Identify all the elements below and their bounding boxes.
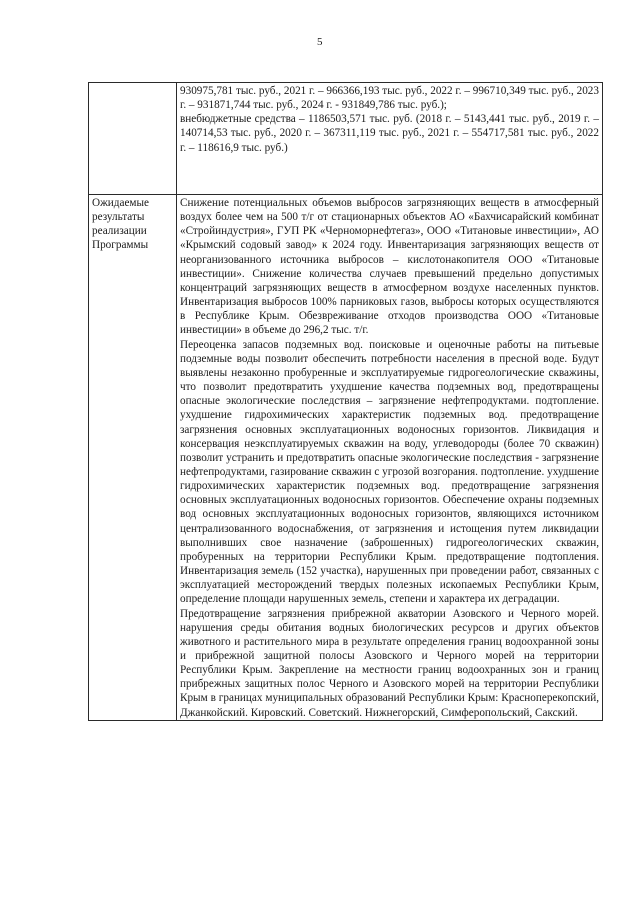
results-paragraph-seas: Предотвращение загрязнения прибрежной акватории Азовского и Черного морей. нарушения среды обитания водных биологических ресурсов и других объектов животного и растительного мира в результате определения границ водоохранной зоны и прибрежной защитной полосы Азовского и Черного морей на территории Республики Крым. Закрепление на местности границ водоохранных зон и границ прибрежных защитных полос Черного и Азовского морей на территории Республики Крым в границах муниципальных образований Республики Крым: Красноперекопский, Джанкойский. Кировский. Советский. Нижнегорский, Симферопольский, Сакский. <box>180 607 599 719</box>
results-label: Ожидаемые результаты реализации Программы <box>92 197 149 252</box>
results-content-cell <box>177 195 603 721</box>
funding-label-cell <box>89 83 177 195</box>
table-row-funding <box>89 83 603 195</box>
funding-extrabudget-text: внебюджетные средства – 1186503,571 тыс. руб. (2018 г. – 5143,441 тыс. руб., 2019 г. – 140714,53 тыс. руб., 2020 г. – 367311,119 тыс. руб., 2021 г. – 554717,581 тыс. руб., 2022 г. – 118616,9 тыс. руб.) <box>180 113 599 154</box>
results-paragraph-groundwater: Переоценка запасов подземных вод. поисковые и оценочные работы на питьевые подземные воды позволит обеспечить потребности населения в пресной воде. Будут выявлены незаконно пробуренные и эксплуатируемые гидрогеологические скважины, что позволит предотвратить ухудшение качества подземных вод, предотвращены опасные экологические последствия – загрязнение нефтепродуктами. подтопление. ухудшение гидрохимических характеристик подземных вод. предотвращение загрязнения основных эксплуатационных водоносных горизонтов. Ликвидация и консервация неэксплуатируемых скважин на воду, углеводороды (более 70 скважин) позволит устранить и предотвратить опасные экологические последствия - загрязнение нефтепродуктами, газирование скважин с угрозой возгорания. подтопление. ухудшение гидрохимических характеристик подземных вод. предотвращение загрязнения основных эксплуатационных водоносных горизонтов. Обеспечение охраны подземных вод основных эксплуатационных водоносных горизонтов, являющихся источником централизованного водоснабжения, от загрязнения и истощения путем ликвидации выполнивших свое назначение (заброшенных) гидрогеологических скважин, пробуренных на территории Республики Крым. предотвращение подтопления. Инвентаризация земель (152 участка), нарушенных при проведении работ, связанных с эксплуатацией месторождений твердых полезных ископаемых Республики Крым, определение площади нарушенных земель, степени и характера их деградации. <box>180 338 599 606</box>
results-label-cell <box>89 195 177 721</box>
funding-budget-text: 930975,781 тыс. руб., 2021 г. – 966366,193 тыс. руб., 2022 г. – 996710,349 тыс. руб., 2023 г. – 931871,744 тыс. руб., 2024 г. - 931849,786 тыс. руб.); <box>180 85 599 112</box>
page-number: 5 <box>317 36 323 48</box>
funding-content-cell <box>177 83 603 195</box>
table-row-results <box>89 195 603 721</box>
passport-table <box>88 82 603 721</box>
results-paragraph-air: Снижение потенциальных объемов выбросов загрязняющих веществ в атмосферный воздух более чем на 500 т/г от стационарных объектов АО «Бахчисарайский комбинат «Стройиндустрия», ГУП РК «Черноморнефтегаз», ООО «Титановые инвестиции», АО «Крымский содовый завод» к 2024 году. Инвентаризация загрязняющих веществ от неорганизованного источника выбросов – кислотонакопителя ООО «Титановые инвестиции». Снижение количества случаев превышений предельно допустимых концентраций загрязняющих веществ в атмосферном воздухе населенных пунктов. Инвентаризация выбросов 100% парниковых газов, выбросы которых осуществляются в Республике Крым. Обезвреживание отходов производства ООО «Титановые инвестиции» в объеме до 296,2 тыс. т/г. <box>180 197 599 337</box>
